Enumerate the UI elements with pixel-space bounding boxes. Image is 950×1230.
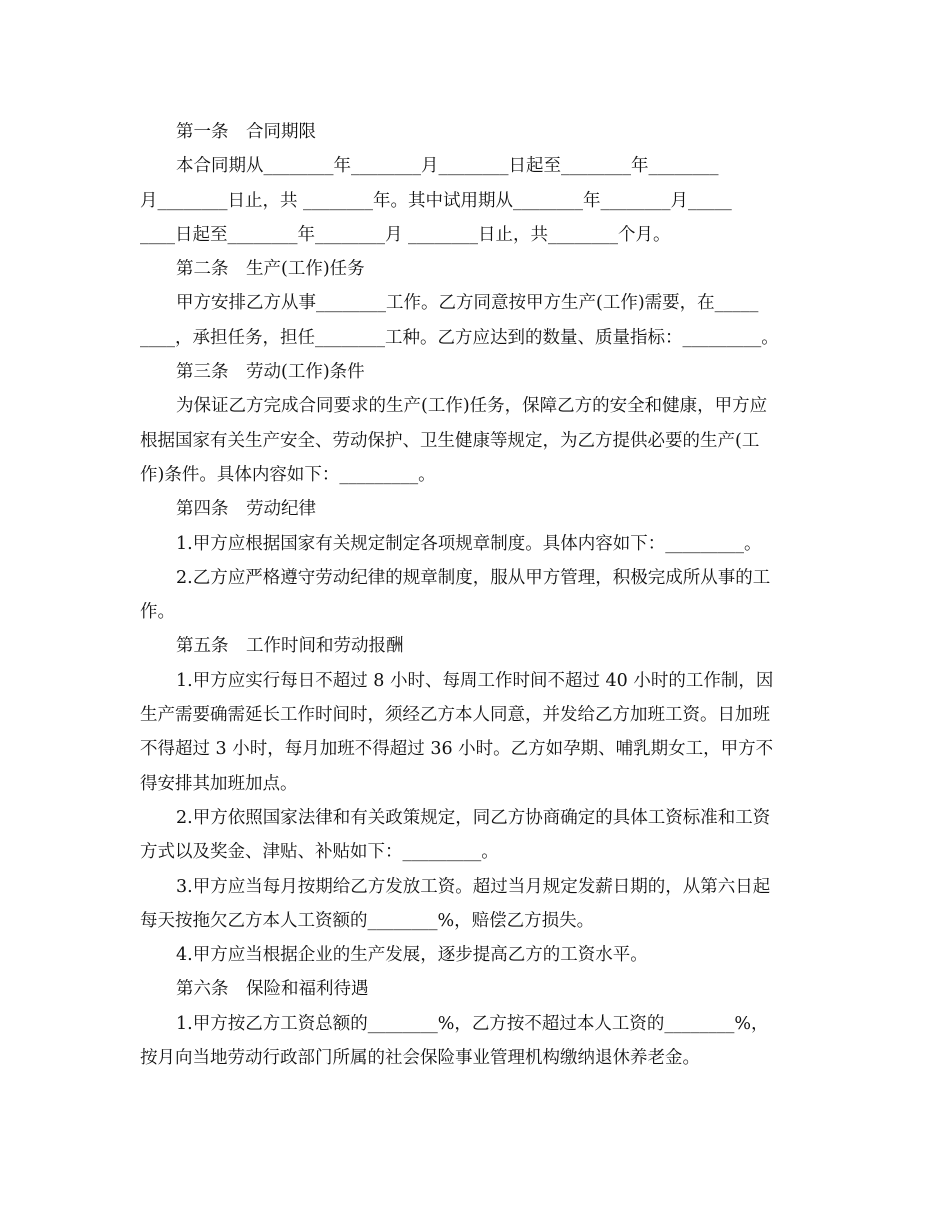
paragraph-line: 1.甲方按乙方工资总额的________%，乙方按不超过本人工资的________%，: [176, 1013, 769, 1034]
paragraph-line: ____，承担任务，担任________工种。乙方应达到的数量、质量指标：_________。: [140, 327, 779, 348]
paragraph-line: 2.乙方应严格遵守劳动纪律的规章制度，服从甲方管理，积极完成所从事的工: [176, 567, 771, 588]
paragraph-line: 1.甲方应根据国家有关规定制定各项规章制度。具体内容如下：_________。: [176, 533, 762, 554]
paragraph-line: 作。: [140, 602, 175, 623]
paragraph-line: 方式以及奖金、津贴、补贴如下：_________。: [140, 842, 499, 863]
paragraph-line: 作)条件。具体内容如下：_________。: [140, 464, 436, 485]
paragraph-line: 为保证乙方完成合同要求的生产(工作)任务，保障乙方的安全和健康，甲方应: [176, 396, 768, 417]
paragraph-line: 每天按拖欠乙方本人工资额的________%，赔偿乙方损失。: [140, 910, 595, 931]
paragraph-line: 甲方安排乙方从事________工作。乙方同意按甲方生产(工作)需要，在_____: [176, 293, 759, 314]
paragraph-line: 1.甲方应实行每日不超过 8 小时、每周工作时间不超过 40 小时的工作制，因: [176, 670, 774, 691]
contract-text-body: [140, 115, 822, 1075]
article-heading: 第二条 生产(工作)任务: [176, 259, 365, 280]
paragraph-line: 2.甲方依照国家法律和有关政策规定，同乙方协商确定的具体工资标准和工资: [176, 807, 771, 828]
paragraph-line: 生产需要确需延长工作时间时，须经乙方本人同意，并发给乙方加班工资。日加班: [140, 705, 770, 726]
paragraph-line: 得安排其加班加点。: [140, 773, 298, 794]
paragraph-line: 按月向当地劳动行政部门所属的社会保险事业管理机构缴纳退休养老金。: [140, 1048, 700, 1069]
article-heading: 第五条 工作时间和劳动报酬: [176, 636, 404, 657]
paragraph-line: 本合同期从________年________月________日起至________年________: [176, 156, 719, 177]
paragraph-line: 根据国家有关生产安全、劳动保护、卫生健康等规定，为乙方提供必要的生产(工: [140, 430, 760, 451]
article-heading: 第三条 劳动(工作)条件: [176, 362, 365, 383]
article-heading: 第四条 劳动纪律: [176, 499, 316, 520]
paragraph-line: 4.甲方应当根据企业的生产发展，逐步提高乙方的工资水平。: [176, 945, 648, 966]
paragraph-line: ____日起至________年________月 ________日止，共________个月。: [140, 224, 671, 245]
paragraph-line: 3.甲方应当每月按期给乙方发放工资。超过当月规定发薪日期的，从第六日起: [176, 876, 771, 897]
paragraph-line: 不得超过 3 小时，每月加班不得超过 36 小时。乙方如孕期、哺乳期女工，甲方不: [140, 739, 774, 760]
paragraph-line: 月________日止，共 ________年。其中试用期从________年________月_____: [140, 190, 732, 211]
article-heading: 第一条 合同期限: [176, 122, 316, 142]
article-heading: 第六条 保险和福利待遇: [176, 979, 369, 1000]
